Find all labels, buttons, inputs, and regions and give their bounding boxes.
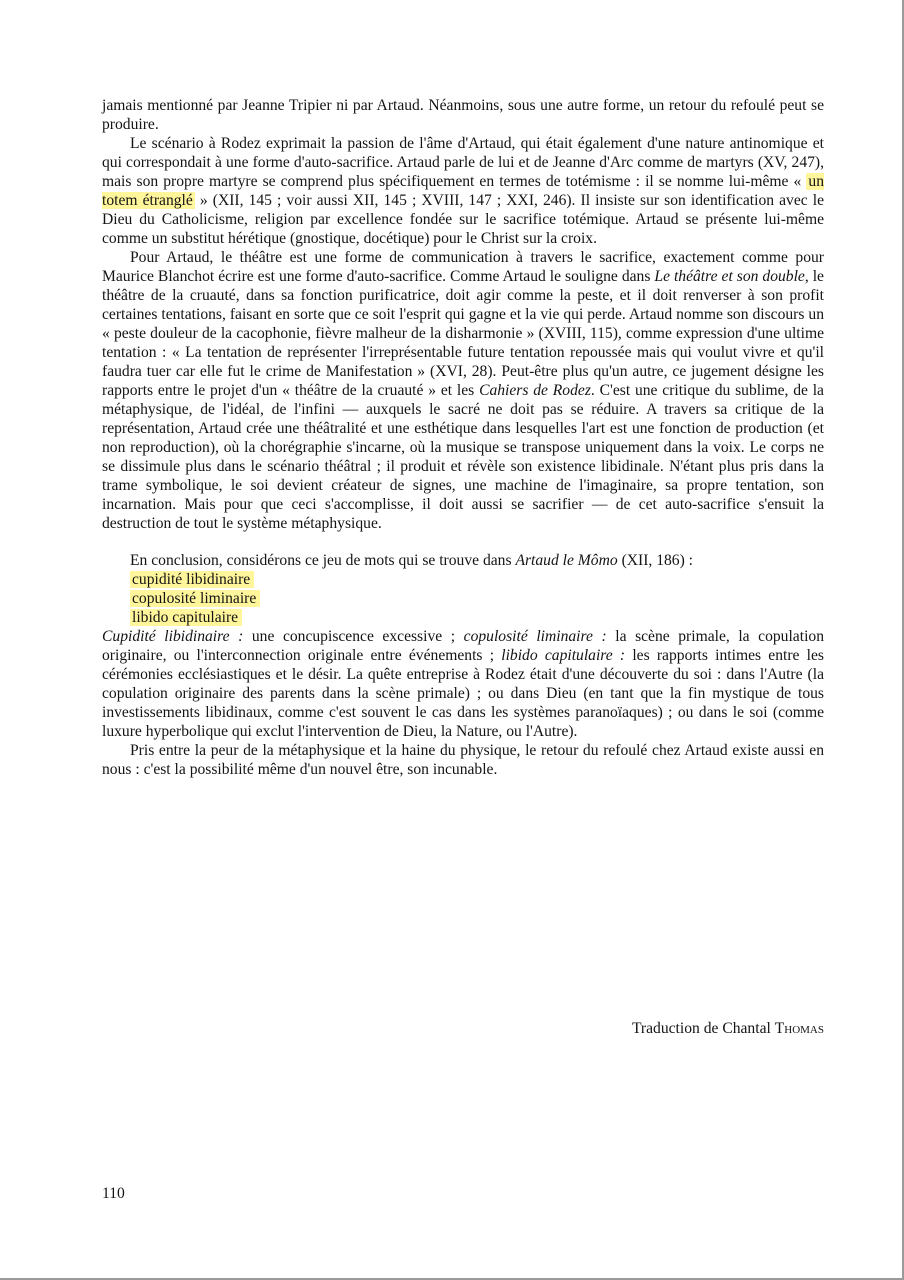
paragraph-5-text-a: une concupiscence excessive ;	[251, 628, 456, 645]
paragraph-4-text-b: (XII, 186) :	[621, 552, 694, 569]
wordplay-line-3: libido capitulaire	[130, 609, 242, 626]
paragraph-2-text-a: Le scénario à Rodez exprimait la passion de l'âme d'Artaud, qui était également d'une nature antinomique et qui correspondait à une forme d'auto-sacrifice. Artaud parle de lui et de Jeanne d'Arc comme de martyrs (XV, 247), mais son propre martyre se comprend plus spécifiquement en termes de totémisme : il se nomme lui-même «	[102, 135, 824, 190]
paragraph-3-text-a: Pour Artaud, le théâtre est une forme de communication à travers le sacrifice, exactement comme pour Maurice Blanchot écrire est une forme d'auto-sacrifice. Comme Artaud le souligne dans	[102, 249, 824, 285]
term-cupidite: Cupidité libidinaire :	[102, 628, 244, 645]
translator-name: Thomas	[774, 1020, 824, 1037]
wordplay-quote	[130, 570, 824, 627]
term-libido: libido capitulaire :	[501, 647, 626, 664]
wordplay-line-2: copulosité liminaire	[130, 590, 260, 607]
paragraph-5	[102, 627, 824, 741]
paragraph-4-text-a: En conclusion, considérons ce jeu de mots qui se trouve dans	[130, 552, 512, 569]
book-title-theatre: Le théâtre et son double	[654, 268, 805, 285]
paragraph-3-text-b: , le théâtre de la cruauté, dans sa fonction purificatrice, doit agir comme la peste, et il doit renverser à son profit certaines tentations, faisant en sorte que ce soit l'esprit qui gagne et la vie qui perde. Artaud nomme son discours un « peste douleur de la cacophonie, fièvre malheur de la disharmonie » (XVIII, 115), comme expression d'une ultime tentation : « La tentation de représenter l'irreprésentable future tentation repoussée mais qui voulut vivre et qu'il faudra tuer car elle fut le crime de Manifestation » (XVI, 28). Peut-être plus qu'un autre, ce jugement désigne les rapports entre le projet d'un « théâtre de la cruauté » et les	[102, 268, 824, 399]
paragraph-6: Pris entre la peur de la métaphysique et la haine du physique, le retour du refoulé chez Artaud existe aussi en nous : c'est la possibilité même d'un nouvel être, son incunable.	[102, 742, 824, 778]
page-number: 110	[102, 1185, 125, 1202]
translator-prefix: Traduction de Chantal	[631, 1020, 771, 1037]
paragraph-3	[102, 248, 824, 533]
paragraph-1: jamais mentionné par Jeanne Tripier ni par Artaud. Néanmoins, sous une autre forme, un retour du refoulé peut se produire.	[102, 97, 824, 133]
wordplay-line	[130, 570, 824, 589]
translator-credit	[632, 1019, 824, 1038]
paragraph-5-text-c: les rapports intimes entre les cérémonies ecclésiastiques et le désir. La quête entreprise à Rodez était d'une découverte du soi : dans l'Autre (la copulation originaire des parents dans la scène primale) ; ou dans Dieu (en tant que la fin mystique de tous investissements libidinaux, comme c'est souvent le cas dans les systèmes paranoïaques) ; ou dans le soi (comme luxure hyperbolique qui exclut l'intervention de Dieu, la Nature, ou l'Autre).	[102, 647, 824, 740]
paragraph-2	[102, 134, 824, 248]
paragraph-4	[102, 551, 824, 570]
body-text	[102, 96, 824, 779]
book-title-momo: Artaud le Mômo	[515, 552, 618, 569]
paragraph-3-text-c: . C'est une critique du sublime, de la métaphysique, de l'idéal, de l'infini — auxquels le sacré ne doit pas se réduire. A travers sa critique de la représentation, Artaud crée une théâtralité et une esthétique dans lesquelles l'art est une fonction de production (et non reproduction), où la chorégraphie s'incarne, où la musique se transpose uniquement dans la voix. Le corps ne se dissimule plus dans le scénario théâtral ; il produit et révèle son existence libidinale. N'étant plus pris dans la trame symbolique, le soi devient créateur de signes, une machine de l'imaginaire, sa propre tentation, son incarnation. Mais pour que ceci s'accomplisse, il doit aussi se sacrifier — de cet auto-sacrifice s'ensuit la destruction de tout le système métaphysique.	[102, 382, 824, 532]
highlight-totem: un totem étranglé	[102, 173, 824, 209]
wordplay-line	[130, 608, 824, 627]
wordplay-line	[130, 589, 824, 608]
wordplay-line-1: cupidité libidinaire	[130, 571, 254, 588]
term-copulosite: copulosité liminaire :	[463, 628, 607, 645]
book-title-cahiers: Cahiers de Rodez	[479, 382, 591, 399]
paragraph-2-text-b: » (XII, 145 ; voir aussi XII, 145 ; XVIII, 147 ; XXI, 246). Il insiste sur son identification avec le Dieu du Catholicisme, religion par excellence fondée sur le sacrifice totémique. Artaud se présente lui-même comme un substitut hérétique (gnostique, docétique) pour le Christ sur la croix.	[102, 192, 824, 247]
paragraph-5-text-b: la scène primale, la copulation originaire, ou l'interconnection originale entre événements ;	[102, 628, 824, 664]
